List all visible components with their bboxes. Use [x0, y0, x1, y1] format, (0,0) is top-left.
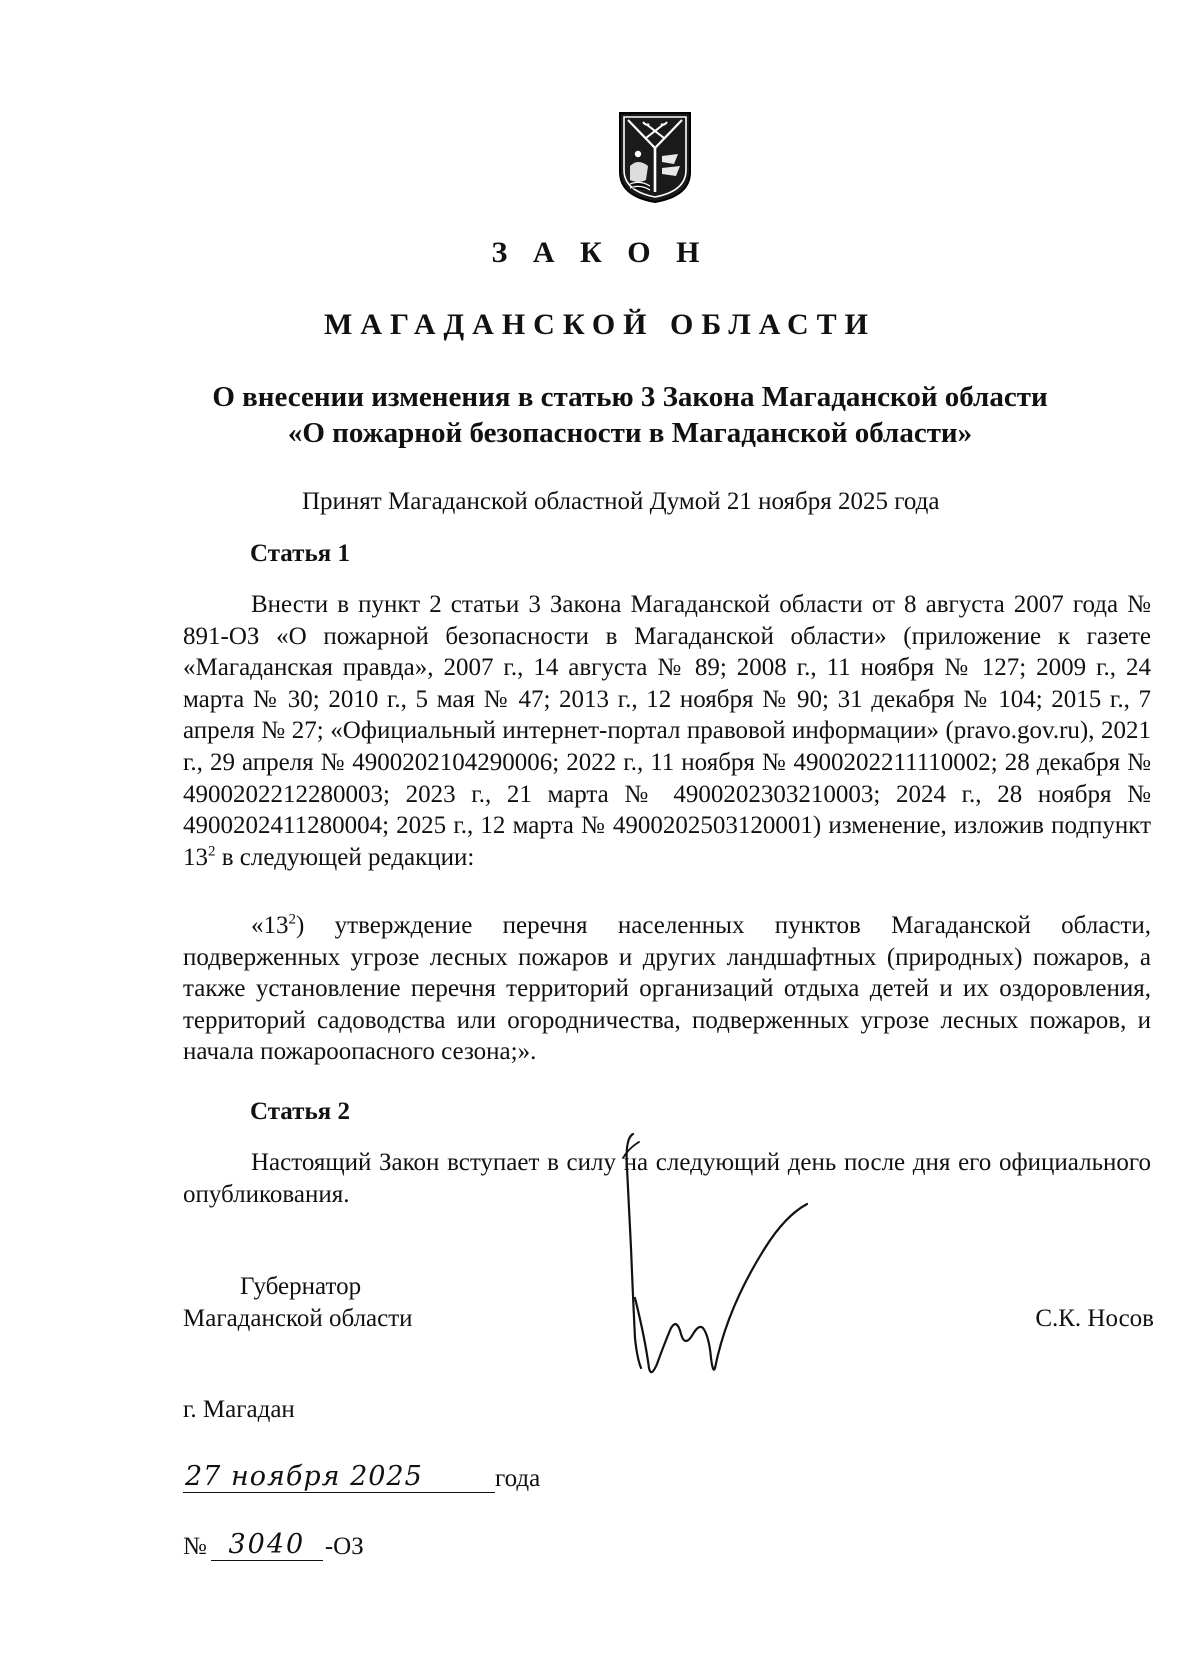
- place-of-signing: г. Магадан: [183, 1396, 295, 1423]
- article-2-paragraph: Настоящий Закон вступает в силу на следующий день после дня его официального опубликования.: [183, 1149, 1151, 1208]
- region-title: МАГАДАНСКОЙ ОБЛАСТИ: [324, 308, 876, 341]
- handwritten-signature: [615, 1128, 855, 1398]
- date-suffix: года: [495, 1465, 541, 1492]
- article-1-paragraph-1-tail: в следующей редакции:: [215, 843, 475, 871]
- signing-date-line: [183, 1462, 540, 1493]
- handwritten-law-number: 3040: [211, 1530, 323, 1561]
- signatory-name: С.К. Носов: [1035, 1305, 1154, 1332]
- law-subject-line-1: О внесении изменения в статью 3 Закона Магаданской области: [212, 381, 1048, 413]
- subparagraph-superscript: 2: [288, 911, 296, 928]
- law-number-line: [183, 1530, 364, 1561]
- law-subject-line-2: «О пожарной безопасности в Магаданской области»: [287, 417, 973, 449]
- number-suffix: -ОЗ: [324, 1533, 364, 1560]
- law-subject: [150, 379, 1110, 451]
- article-1-heading: Статья 1: [250, 540, 350, 567]
- number-prefix: №: [183, 1533, 207, 1560]
- adoption-note: Принят Магаданской областной Думой 21 ноября 2025 года: [302, 488, 940, 515]
- coat-of-arms-icon: [616, 110, 694, 204]
- article-1-paragraph-2-open: «13: [251, 912, 289, 939]
- handwritten-date: 27 ноября 2025: [183, 1462, 495, 1493]
- subparagraph-superscript: 2: [208, 843, 216, 860]
- article-2-heading: Статья 2: [250, 1098, 350, 1125]
- article-1-paragraph-1: [183, 589, 1151, 873]
- signatory-title: Губернатор: [240, 1273, 362, 1300]
- article-1-paragraph-2-text: ) утверждение перечня населенных пунктов Магаданской области, подверженных угрозе лесных пожаров и других ландшафтных (природных) пожаров, а также установление перечня территорий организаций отдыха детей и их оздоровления, территорий садоводства или огородничества, подверженных угрозе лесных пожаров, и начала пожароопасного сезона;».: [183, 912, 1151, 1066]
- article-1-paragraph-1-text: Внести в пункт 2 статьи 3 Закона Магаданской области от 8 августа 2007 года № 891-ОЗ «О пожарной безопасности в Магаданской области» (приложение к газете «Магаданская правда», 2007 г., 14 августа № 89; 2008 г., 11 ноября № 127; 2009 г., 24 марта № 30; 2010 г., 5 мая № 47; 2013 г., 12 ноября № 90; 31 декабря № 104; 2015 г., 7 апреля № 27; «Официальный интернет-портал правовой информации» (pravo.gov.ru), 2021 г., 29 апреля № 4900202104290006; 2022 г., 11 ноября № 4900202211110002; 28 декабря № 4900202212280003; 2023 г., 21 марта № 4900202303210003; 2024 г., 28 ноября № 4900202411280004; 2025 г., 12 марта № 4900202503120001) изменение, изложив подпункт 13: [183, 591, 1151, 871]
- document-type-title: З А К О Н: [491, 236, 709, 269]
- signatory-region: Магаданской области: [183, 1305, 413, 1332]
- article-1-paragraph-2: [183, 910, 1151, 1068]
